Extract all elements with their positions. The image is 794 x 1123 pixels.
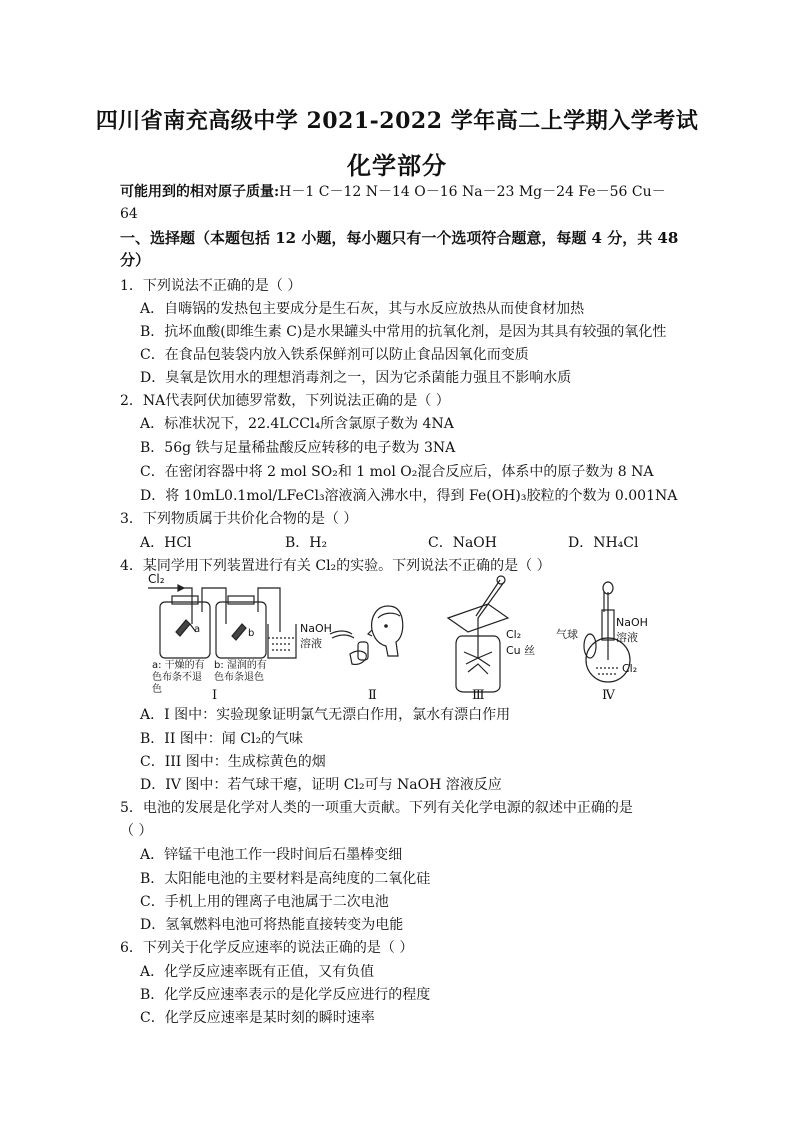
q1-stem: 1．下列说法不正确的是（ ） — [120, 278, 302, 294]
q6-option-c: C．化学反应速率是某时刻的瞬时速率 — [140, 1010, 375, 1026]
q5-option-c: C．手机上用的锂离子电池属于二次电池 — [140, 894, 389, 910]
q4-option-a: A．I 图中：实验现象证明氯气无漂白作用，氯水有漂白作用 — [140, 707, 511, 723]
q2-option-b: B．56g 铁与足量稀盐酸反应转移的电子数为 3NA — [140, 440, 456, 456]
q5-stem-cont: （ ） — [120, 823, 153, 839]
fig1-solution-label: 溶液 — [300, 637, 322, 650]
fig1-cl2-label: Cl₂ — [148, 572, 165, 586]
fig4-solution-label: 溶液 — [616, 631, 638, 644]
atomic-masses-cont: 64 — [120, 206, 138, 222]
fig4-number: Ⅳ — [602, 688, 615, 703]
q4-stem: 4．某同学用下列装置进行有关 Cl₂的实验。下列说法不正确的是（ ） — [120, 558, 551, 574]
fig1-a-label: a — [194, 624, 201, 635]
atomic-masses-line — [120, 182, 666, 202]
q3-option-a: A．HCl — [140, 535, 192, 551]
section-heading-cont: 分） — [120, 251, 151, 269]
q2-option-a: A．标准状况下，22.4LCCl₄所含氯原子数为 4NA — [140, 416, 454, 432]
q3-option-d: D．NH₄Cl — [568, 535, 639, 551]
fig1-a-desc-3: 色 — [152, 684, 162, 695]
q1-option-d: D．臭氧是饮用水的理想消毒剂之一，因为它杀菌能力强且不影响水质 — [140, 370, 572, 386]
fig3-cu-label: Cu 丝 — [506, 644, 536, 657]
q6-option-a: A．化学反应速率既有正值，又有负值 — [140, 964, 375, 980]
exam-subtitle: 化学部分 — [347, 151, 447, 180]
q2-stem: 2．NA代表阿伏加德罗常数，下列说法正确的是（ ） — [120, 393, 450, 409]
q3-option-b: B．H₂ — [285, 535, 328, 551]
fig4-balloon-label: 气球 — [556, 628, 578, 641]
fig2-number: Ⅱ — [368, 688, 377, 703]
q6-option-b: B．化学反应速率表示的是化学反应进行的程度 — [140, 987, 431, 1003]
fig1-b-desc — [214, 660, 267, 684]
q2-option-d: D．将 10mL0.1mol/LFeCl₃溶液滴入沸水中，得到 Fe(OH)₃胶粒的个数为 0.001NA — [140, 488, 678, 504]
fig1-a-desc-2: 色布条不退 — [152, 672, 202, 683]
fig1-number: Ⅰ — [212, 688, 218, 703]
q1-option-b: B．抗坏血酸(即维生素 C)是水果罐头中常用的抗氧化剂，是因为其具有较强的氧化性 — [140, 324, 667, 340]
q4-option-b: B．II 图中：闻 Cl₂的气味 — [140, 731, 304, 747]
fig1-a-desc-1: a: 干燥的有 — [152, 660, 205, 671]
fig1-naoh-label: NaOH — [300, 622, 332, 635]
q5-option-d: D．氢氧燃料电池可将热能直接转变为电能 — [140, 917, 404, 933]
q2-option-c: C．在密闭容器中将 2 mol SO₂和 1 mol O₂混合反应后，体系中的原子数为 8 NA — [140, 464, 654, 480]
fig3-cl2-label: Cl₂ — [506, 628, 522, 641]
fig1-b-desc-1: b: 湿润的有 — [214, 660, 267, 671]
fig1-a-desc — [152, 660, 205, 696]
q6-stem: 6．下列关于化学反应速率的说法正确的是（ ） — [120, 940, 414, 956]
q1-option-a: A．自嗨锅的发热包主要成分是生石灰，其与水反应放热从而使食材加热 — [140, 301, 585, 317]
q3-option-c: C．NaOH — [428, 535, 497, 551]
q1-option-c: C．在食品包装袋内放入铁系保鲜剂可以防止食品因氧化而变质 — [140, 347, 529, 363]
q5-stem: 5．电池的发展是化学对人类的一项重大贡献。下列有关化学电源的叙述中正确的是 — [120, 800, 633, 816]
fig1-b-label: b — [248, 628, 255, 639]
section-heading: 一、选择题（本题包括 12 小题，每小题只有一个选项符合题意，每题 4 分，共 48 — [120, 229, 679, 247]
fig4-naoh-label: NaOH — [616, 616, 648, 629]
q3-stem: 3．下列物质属于共价化合物的是（ ） — [120, 511, 358, 527]
q4-option-c: C．III 图中：生成棕黄色的烟 — [140, 754, 326, 770]
q5-option-a: A．锌锰干电池工作一段时间后石墨棒变细 — [140, 847, 403, 863]
q5-option-b: B．太阳能电池的主要材料是高纯度的二氧化硅 — [140, 871, 431, 887]
q4-option-d: D．IV 图中：若气球干瘪，证明 Cl₂可与 NaOH 溶液反应 — [140, 777, 502, 793]
q4-figures — [120, 572, 660, 702]
atomic-masses-label: 可能用到的相对原子质量: — [120, 184, 280, 200]
fig1-b-desc-2: 色布条退色 — [214, 672, 264, 683]
exam-title: 四川省南充高级中学 2021-2022 学年高二上学期入学考试 — [95, 108, 699, 134]
q3-options — [140, 533, 660, 553]
fig3-number: Ⅲ — [472, 688, 485, 703]
atomic-masses-values: H－1 C－12 N－14 O－16 Na－23 Mg－24 Fe－56 Cu－ — [279, 184, 666, 200]
fig4-cl2-label: Cl₂ — [622, 662, 638, 675]
